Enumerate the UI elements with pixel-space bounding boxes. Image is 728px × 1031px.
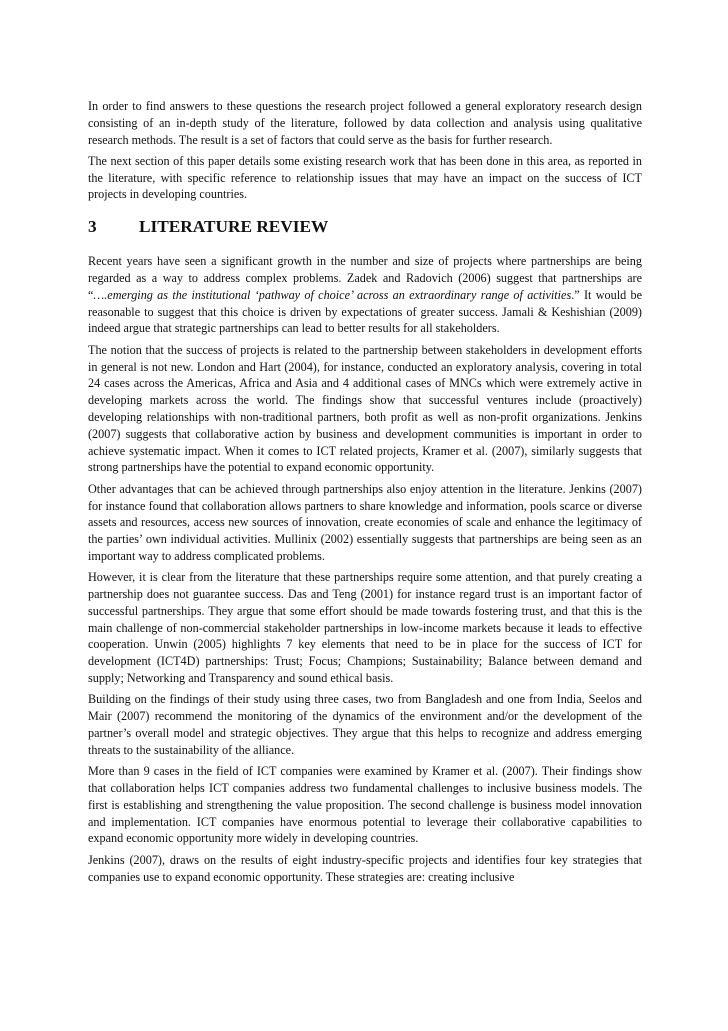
section-number: 3 — [88, 217, 97, 237]
review-paragraph-3: Other advantages that can be achieved through partnerships also enjoy attention in the literature. Jenkins (2007) for instance found that collaboration allows partners to share knowledge and information, pools scarce or diverse assets and resources, access new sources of innovation, create economies of scale and enhance the legitimacy of the parties’ own individual activities. Mullinix (2002) essentially suggests that partnerships are being seen as an important way to address complicated problems. — [88, 481, 642, 563]
review-paragraph-4: However, it is clear from the literature that these partnerships require some attention, and that purely creating a partnership does not guarantee success. Das and Teng (2001) for instance regard trust is an important factor of successful partnerships. They argue that some effort should be made towards fostering trust, and that this is the main challenge of non-commercial stakeholder partnerships in low-income markets because it leads to effective cooperation. Unwin (2005) highlights 7 key elements that need to be in place for the success of ICT for development (ICT4D) partnerships: Trust; Focus; Champions; Sustainability; Balance between demand and supply; Networking and Transparency and sound ethical basis. — [88, 570, 642, 686]
review-paragraph-1 — [88, 253, 642, 337]
review-paragraph-7: Jenkins (2007), draws on the results of eight industry-specific projects and identifies four key strategies that companies use to expand economic opportunity. These strategies are: creating inclusive — [88, 852, 642, 884]
review-paragraph-1-end: .” It would be reasonable to suggest that this choice is driven by expectations of greater success. Jamali & Keshishian (2009) indeed argue that strategic partnerships can lead to better results for all stakeholders. — [88, 287, 642, 336]
section-heading — [88, 217, 642, 237]
review-paragraph-2: The notion that the success of projects is related to the partnership between stakeholders in development efforts in general is not new. London and Hart (2004), for instance, conducted an exploratory analysis, covering in total 24 cases across the Americas, Africa and Asia and 4 additional cases of MNCs which were extremely active in developing markets across the world. The findings show that successful ventures include (proactively) developing relationships with non-traditional partners, both profit as well as non-profit organizations. Jenkins (2007) suggests that collaborative action by business and development communities is important in order to achieve systematic impact. When it comes to ICT related projects, Kramer et al. (2007), similarly suggests that strong partnerships have the potential to expand economic opportunity. — [88, 342, 642, 475]
review-paragraph-5: Building on the findings of their study using three cases, two from Bangladesh and one from India, Seelos and Mair (2007) recommend the monitoring of the dynamics of the environment and/or the development of the partner’s overall model and strategic objectives. They argue that this helps to recognize and address emerging threats to the sustainability of the alliance. — [88, 692, 642, 757]
review-paragraph-1-quote: ….emerging as the institutional ‘pathway of choice’ across an extraordinary range of activities — [93, 287, 572, 302]
intro-paragraph-2: The next section of this paper details some existing research work that has been done in this area, as reported in the literature, with specific reference to relationship issues that may have an impact on the success of ICT projects in developing countries. — [88, 153, 642, 202]
intro-paragraph-1: In order to find answers to these questions the research project followed a general exploratory research design consisting of an in-depth study of the literature, followed by data collection and analysis using qualitative research methods. The result is a set of factors that could serve as the basis for further research. — [88, 99, 642, 147]
review-paragraph-1-start: Recent years have seen a significant growth in the number and size of projects where partnerships are being regarded as a way to address complex problems. Zadek and Radovich (2006) suggest that partnerships are “ — [88, 254, 642, 302]
review-paragraph-6: More than 9 cases in the field of ICT companies were examined by Kramer et al. (2007). Their findings show that collaboration helps ICT companies address two fundamental challenges to inclusive business models. The first is establishing and strengthening the value proposition. The second challenge is business model innovation and implementation. ICT companies have enormous potential to leverage their collaborative capabilities to expand economic opportunity more widely in developing countries. — [88, 764, 642, 846]
document-page — [88, 98, 642, 890]
section-title: LITERATURE REVIEW — [139, 217, 329, 237]
